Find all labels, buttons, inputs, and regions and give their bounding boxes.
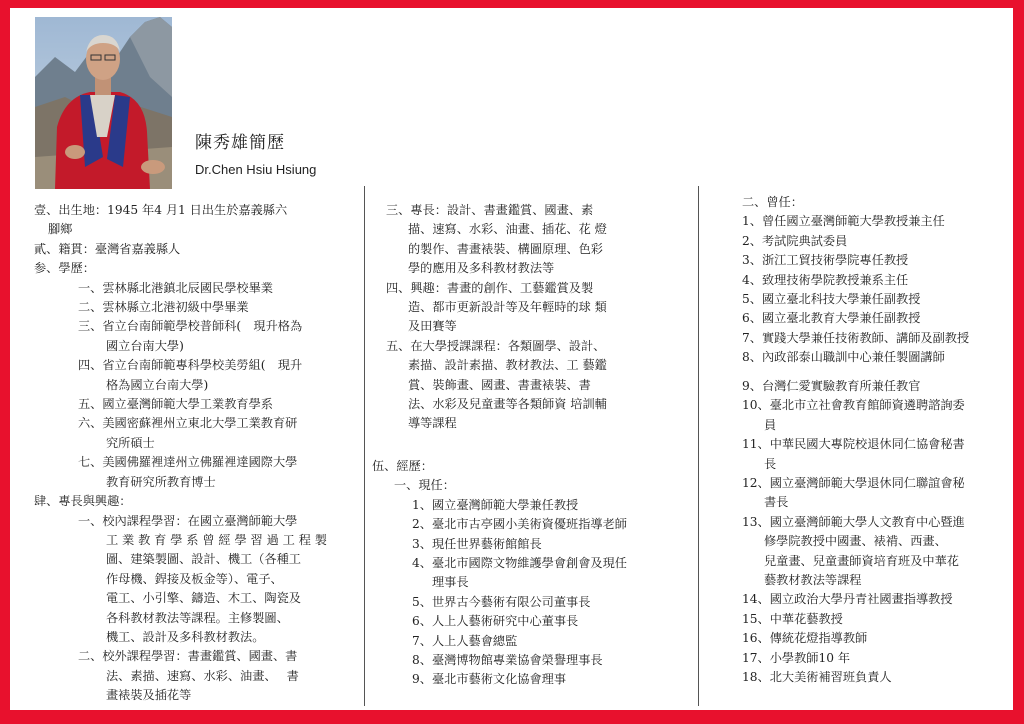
resume-line: 4、致理技術學院教授兼系主任 xyxy=(742,272,909,287)
resume-line: 兒童畫、兒童畫師資培育班及中華花 xyxy=(764,553,959,568)
resume-line: 四、興趣：書畫的創作、工藝鑑賞及製 xyxy=(386,280,594,295)
resume-line: 理事長 xyxy=(432,575,469,590)
resume-line: 教育研究所教育博士 xyxy=(106,474,216,489)
resume-line: 一、校內課程學習：在國立臺灣師範大學 xyxy=(78,513,298,528)
resume-line: 8、臺灣博物館專業協會榮譽理事長 xyxy=(412,653,603,668)
resume-line: 各科教材教法等課程。主修製圖、 xyxy=(106,610,289,625)
resume-line: 7、人上人藝會總監 xyxy=(412,633,518,648)
resume-line: 導等課程 xyxy=(408,416,457,431)
resume-line: 9、台灣仁愛實驗教育所兼任教官 xyxy=(742,379,921,393)
resume-line: 五、在大學授課課程：各類圖學、設計、 xyxy=(386,338,606,353)
resume-line: 17、小學教師10 年 xyxy=(742,650,851,665)
resume-line: 肆、專長與興趣： xyxy=(34,494,132,509)
resume-line: 6、人上人藝術研究中心董事長 xyxy=(412,614,579,629)
resume-line: 究所碩士 xyxy=(106,435,155,450)
resume-line: 書長 xyxy=(764,495,789,510)
resume-line: 3、現任世界藝術館館長 xyxy=(412,536,542,551)
resume-line: 二、校外課程學習：書畫鑑賞、國畫、書 xyxy=(78,649,298,664)
resume-title: 陳秀雄簡歷 xyxy=(195,133,285,153)
resume-line: 15、中華花藝教授 xyxy=(742,611,843,626)
resume-line: 2、臺北市古亭國小美術資優班指導老師 xyxy=(412,517,627,532)
resume-line: 18、北大美術補習班負責人 xyxy=(742,670,892,685)
resume-line: 伍、經歷： xyxy=(372,459,433,473)
resume-line: 國立台南大學) xyxy=(106,338,184,353)
resume-line: 5、國立臺北科技大學兼任副教授 xyxy=(742,292,921,307)
resume-line: 5、世界古今藝術有限公司董事長 xyxy=(412,594,591,609)
resume-line: 五、國立臺灣師範大學工業教育學系 xyxy=(78,397,273,412)
resume-line: 16、傳統花燈指導教師 xyxy=(742,631,868,646)
column-divider xyxy=(364,186,365,706)
resume-line: 六、美國密蘇裡州立東北大學工業教育研 xyxy=(78,416,298,431)
resume-line: 電工、小引擎、鑄造、木工、陶瓷及 xyxy=(106,591,301,606)
column-2-top xyxy=(386,201,607,434)
resume-line: 10、臺北市立社會教育館師資遴聘諮詢委 xyxy=(742,398,965,413)
resume-line: 描、速寫、水彩、油畫、插花、花 燈 xyxy=(408,222,607,237)
resume-line: 二、曾任： xyxy=(742,195,803,209)
resume-line: 13、國立臺灣師範大學人文教育中心暨進 xyxy=(742,514,965,529)
resume-sheet xyxy=(10,8,1013,710)
portrait-photo xyxy=(35,17,172,189)
resume-line: 工 業 教 育 學 系 曾 經 學 習 過 工 程 製 xyxy=(106,532,327,547)
resume-line: 2、考試院典試委員 xyxy=(742,233,848,248)
resume-line: 三、省立台南師範學校普師科( 現升格為 xyxy=(78,319,303,334)
resume-line: 14、國立政治大學丹青社國畫指導教授 xyxy=(742,592,953,607)
resume-line: 學的應用及多科教材教法等 xyxy=(408,261,555,276)
resume-line: 長 xyxy=(764,456,777,471)
column-divider xyxy=(698,186,699,706)
resume-line: 腳鄉 xyxy=(48,222,73,237)
resume-line: 圖、建築製圖、設計、機工（各種工 xyxy=(106,552,301,567)
resume-line: 一、現任： xyxy=(394,478,455,493)
resume-line: 貳、籍貫：臺灣省嘉義縣人 xyxy=(34,241,181,256)
resume-line: 四、省立台南師範專科學校美勞組( 現升 xyxy=(78,358,303,373)
resume-line: 修學院教授中國畫、裱褙、西畫、 xyxy=(764,534,947,549)
resume-line: 1、國立臺灣師範大學兼任教授 xyxy=(412,497,579,512)
resume-line: 1、曾任國立臺灣師範大學教授兼主任 xyxy=(742,214,945,229)
column-3-top xyxy=(742,193,969,368)
resume-line: 3、浙江工貿技術學院專任教授 xyxy=(742,253,909,268)
resume-line: 機工、設計及多科教材教法。 xyxy=(106,629,265,644)
resume-line: 賞、裝飾畫、國畫、書畫裱裝、書 xyxy=(408,377,591,392)
resume-line: 8、內政部泰山職訓中心兼任製圖講師 xyxy=(742,350,945,365)
column-1 xyxy=(34,201,327,706)
resume-line: 員 xyxy=(764,417,777,432)
resume-line: 三、專長：設計、書畫鑑賞、國畫、素 xyxy=(386,203,594,217)
column-3-bottom xyxy=(742,377,965,688)
resume-line: 4、臺北市國際文物維護學會創會及現任 xyxy=(412,556,627,571)
resume-line: 法、素描、速寫、水彩、油畫、 書 xyxy=(106,668,299,683)
resume-line: 畫裱裝及插花等 xyxy=(106,688,192,703)
resume-line: 9、臺北市藝術文化協會理事 xyxy=(412,672,567,687)
resume-line: 法、水彩及兒童畫等各類師資 培訓輔 xyxy=(408,397,607,412)
resume-line: 7、實踐大學兼任技術教師、講師及副教授 xyxy=(742,330,970,345)
resume-line: 一、雲林縣北港鎮北辰國民學校畢業 xyxy=(78,280,273,295)
resume-line: 七、美國佛羅裡達州立佛羅裡達國際大學 xyxy=(78,455,298,470)
resume-line: 二、雲林縣立北港初級中學畢業 xyxy=(78,300,249,315)
resume-line: 及田賽等 xyxy=(408,319,457,334)
resume-line: 11、中華民國大專院校退休同仁協會秘書 xyxy=(742,437,965,452)
resume-line: 造、都市更新設計等及年輕時的球 類 xyxy=(408,300,607,315)
resume-line: 藝教材教法等課程 xyxy=(764,573,862,588)
resume-line: 作母機、銲接及板金等）、電子、 xyxy=(106,571,283,586)
resume-subtitle: Dr.Chen Hsiu Hsiung xyxy=(195,162,317,177)
resume-line: 格為國立台南大學) xyxy=(106,377,209,392)
column-2-bottom xyxy=(372,457,627,690)
resume-line: 12、國立臺灣師範大學退休同仁聯誼會秘 xyxy=(742,476,965,491)
resume-line: 壹、出生地：1945 年4 月1 日出生於嘉義縣六 xyxy=(34,203,288,217)
resume-line: 素描、設計素描、教材教法、工 藝鑑 xyxy=(408,358,607,373)
resume-line: 参、學歷： xyxy=(34,261,95,276)
resume-line: 6、國立臺北教育大學兼任副教授 xyxy=(742,311,921,326)
resume-line: 的製作、書畫裱裝、構圖原理、色彩 xyxy=(408,241,603,256)
